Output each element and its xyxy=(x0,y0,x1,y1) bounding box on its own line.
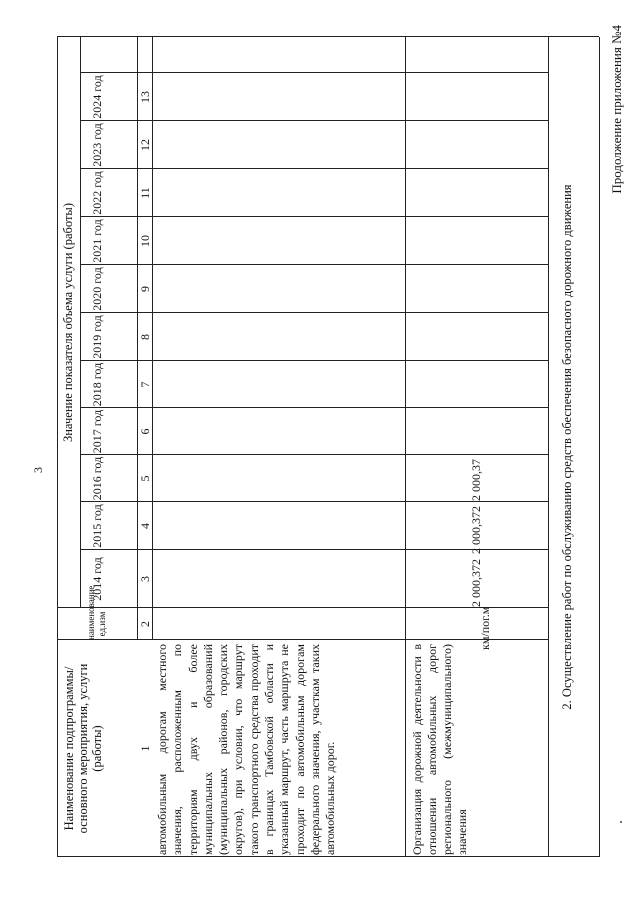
year-header: 2023 год xyxy=(90,123,104,167)
column-number: 9 xyxy=(138,286,152,292)
value-cell-2015: 2 000,372 xyxy=(469,506,483,554)
table-border-bottom xyxy=(599,37,600,857)
year-header: 2021 год xyxy=(90,219,104,263)
value-cell-2014: 2 000,372 xyxy=(469,559,483,607)
section-heading: 2. Осуществление работ по обслуживанию средств обеспечения безопасного дорожного движения xyxy=(560,184,574,710)
column-number: 13 xyxy=(138,91,152,103)
continuation-label: Продолжение приложения №4 xyxy=(609,25,624,194)
column-number: 1 xyxy=(138,745,152,752)
column-number: 10 xyxy=(138,235,152,247)
table-line xyxy=(405,37,406,857)
table-line xyxy=(80,37,81,608)
column-number: 8 xyxy=(138,334,152,340)
year-header: 2020 год xyxy=(90,267,104,311)
column-header-value: Значение показателя объема услуги (работы) xyxy=(61,203,75,443)
table-row-name-cell: Организация дорожной деятельности в отношении автомобильных дорог регионального (межмуниципального) значения xyxy=(410,644,469,855)
table-row-name-cell: автомобильным дорогам местного значения, расположенным по территориям двух и более муниципальных образований (муниципальных районов, городских округов), при условии, что маршрут такого транспортного средства проходит в границах Тамбовской области и указанный маршрут, часть маршрута не проходит по автомобильным дорогам федерального значения, участкам таких автомобильных дорог. xyxy=(155,644,338,855)
page-number: 3 xyxy=(31,467,45,473)
year-header: 2017 год xyxy=(90,409,104,454)
year-header: 2024 год xyxy=(90,75,104,119)
unit-cell: км/пог.м xyxy=(478,606,492,650)
table-border-top xyxy=(57,37,58,857)
column-header-name: Наименование подпрограммы/ основного мероприятия, услуги (работы) xyxy=(62,663,104,834)
table-line xyxy=(57,639,548,640)
table-line xyxy=(57,36,599,37)
column-number: 12 xyxy=(138,139,152,151)
column-number: 3 xyxy=(138,576,152,582)
column-number: 4 xyxy=(138,523,152,529)
year-header: 2015 год xyxy=(90,504,104,548)
year-header: 2019 год xyxy=(90,315,104,359)
table-line xyxy=(57,607,548,608)
year-header: 2016 год xyxy=(90,456,104,501)
year-header: 2022 год xyxy=(90,171,104,215)
table-line xyxy=(548,37,549,857)
column-number: 11 xyxy=(138,187,152,199)
column-number: 6 xyxy=(138,428,152,435)
year-header: 2014 год xyxy=(90,557,104,601)
column-header-unit: наименование ед.изм xyxy=(86,585,107,640)
column-number: 5 xyxy=(138,475,152,482)
year-header: 2018 год xyxy=(90,362,104,407)
column-number: 2 xyxy=(138,621,152,627)
value-cell-2016: 2 000,37 xyxy=(469,459,483,501)
scan-speck xyxy=(620,821,622,823)
column-number: 7 xyxy=(138,381,152,388)
